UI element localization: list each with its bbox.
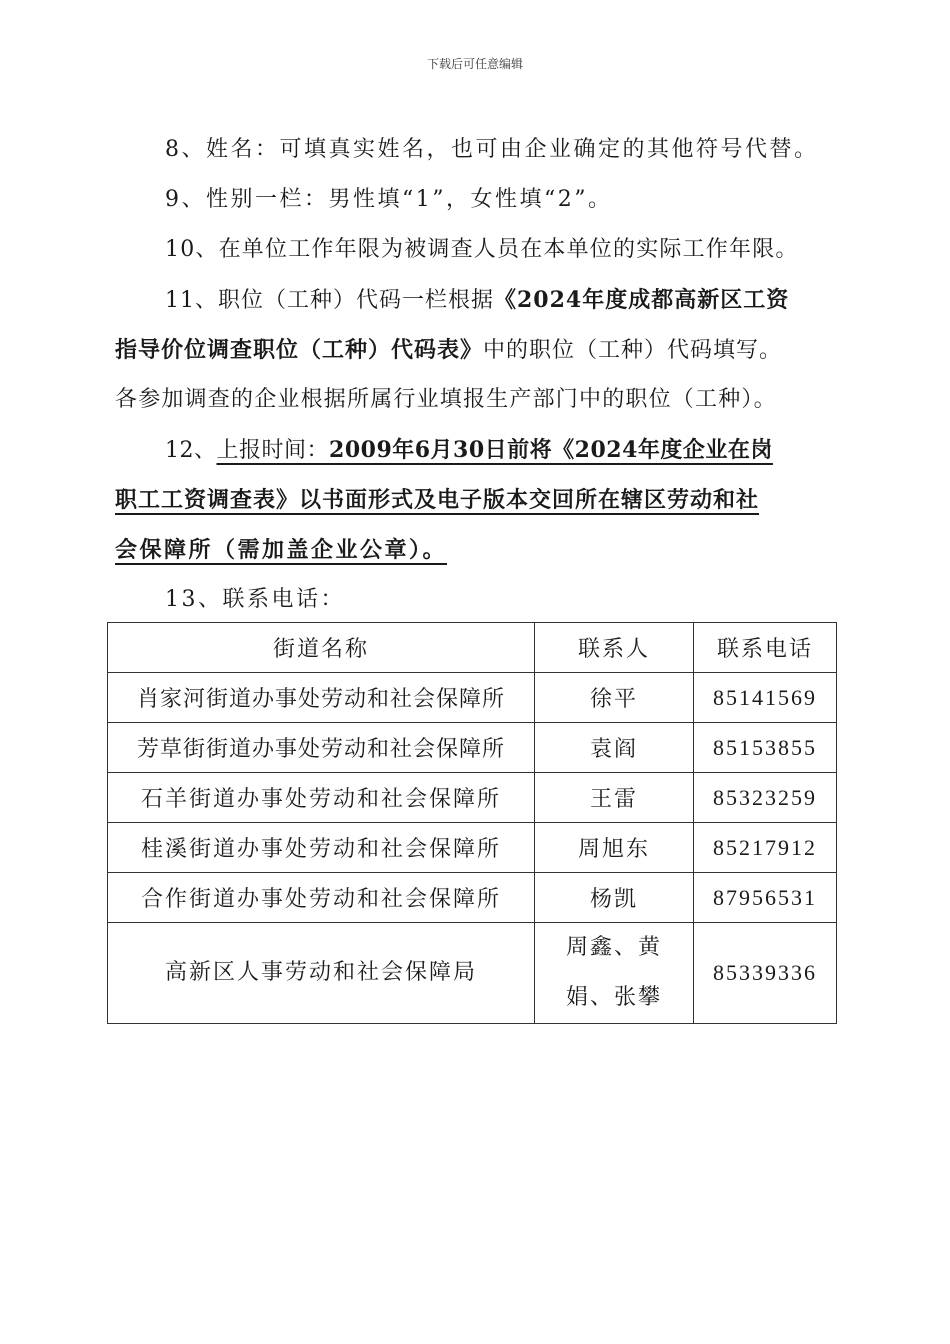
item-11-line2	[115, 325, 835, 375]
header-contact-person: 联系人	[535, 623, 694, 673]
item-13-contacts-label: 13、联系电话：	[165, 587, 345, 612]
table-row	[108, 773, 837, 823]
item-11-prefix: 11、职位（工种）代码一栏根据	[165, 288, 494, 313]
cell-phone: 85153855	[694, 723, 837, 773]
table-header-row	[108, 623, 837, 673]
cell-contact-person: 袁阎	[535, 723, 694, 773]
item-11-doc-title-part1: 《2024年度成都高新区工资	[494, 287, 790, 313]
cell-street-name: 石羊街道办事处劳动和社会保障所	[108, 773, 535, 823]
table-row	[108, 823, 837, 873]
item-12-line3: 会保障所（需加盖企业公章）。	[115, 537, 448, 563]
cell-street-name: 桂溪街道办事处劳动和社会保障所	[108, 823, 535, 873]
item-11-rest: 中的职位（工种）代码填写。	[483, 338, 783, 363]
cell-street-name: 合作街道办事处劳动和社会保障所	[108, 873, 535, 923]
table-row	[108, 723, 837, 773]
cell-phone: 85323259	[694, 773, 837, 823]
table-row	[108, 873, 837, 923]
cell-phone: 85339336	[694, 923, 837, 1024]
item-12-line1	[115, 425, 835, 475]
cell-street-name: 芳草街街道办事处劳动和社会保障所	[108, 723, 535, 773]
table-row-bureau	[108, 923, 837, 1024]
item-8-name: 8、姓名：可填真实姓名，也可由企业确定的其他符号代替。	[165, 137, 819, 162]
page-header-note: 下载后可任意编辑	[426, 57, 523, 71]
table-row	[108, 673, 837, 723]
item-9-gender: 9、性别一栏：男性填“1”，女性填“2”。	[165, 187, 613, 212]
item-10-years: 10、在单位工作年限为被调查人员在本单位的实际工作年限。	[165, 237, 799, 262]
cell-contact-person: 杨凯	[535, 873, 694, 923]
item-11-line1	[115, 275, 835, 325]
header-street-name: 街道名称	[108, 623, 535, 673]
item-11-line3: 各参加调查的企业根据所属行业填报生产部门中的职位（工种）。	[115, 387, 777, 412]
item-12-number: 12、	[165, 438, 217, 463]
cell-street-name: 肖家河街道办事处劳动和社会保障所	[108, 673, 535, 723]
item-12-deadline-label: 上报时间：	[216, 438, 330, 463]
cell-phone: 85141569	[694, 673, 837, 723]
cell-phone: 85217912	[694, 823, 837, 873]
cell-contact-person	[535, 923, 694, 1024]
cell-street-name: 高新区人事劳动和社会保障局	[108, 923, 535, 1024]
contact-line-2: 娟、张攀	[565, 985, 662, 1010]
item-11-doc-title-part2: 指导价位调查职位（工种）代码表》	[115, 337, 484, 363]
cell-phone: 87956531	[694, 873, 837, 923]
contact-line-1: 周鑫、黄	[565, 935, 662, 960]
cell-contact-person: 王雷	[535, 773, 694, 823]
cell-contact-person: 徐平	[535, 673, 694, 723]
cell-contact-person: 周旭东	[535, 823, 694, 873]
item-12-deadline: 2009年6月30日前将《2024年度企业在岗	[329, 437, 773, 463]
contact-table	[107, 622, 837, 1024]
header-phone: 联系电话	[694, 623, 837, 673]
item-12-line2: 职工工资调查表》以书面形式及电子版本交回所在辖区劳动和社	[115, 487, 760, 513]
